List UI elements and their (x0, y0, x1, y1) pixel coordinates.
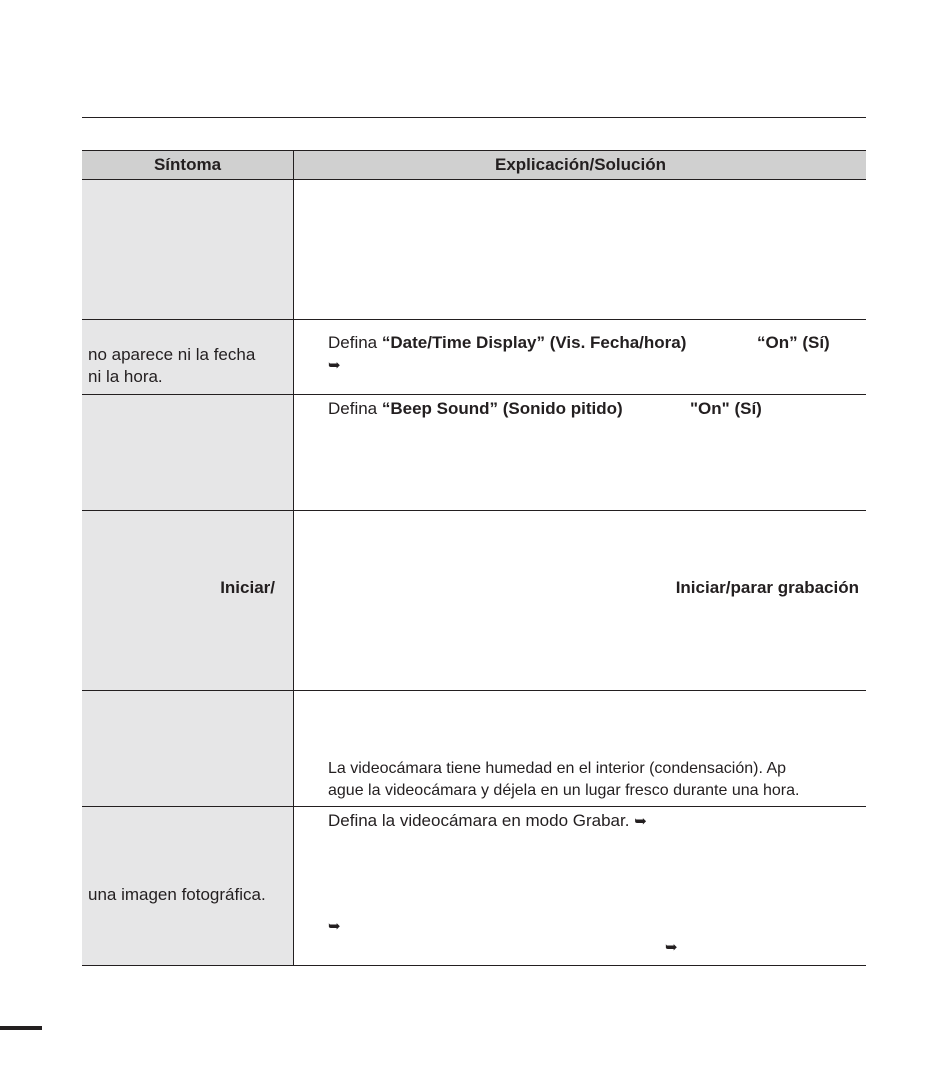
header-symptom: Síntoma (153, 155, 222, 174)
table-row (82, 807, 866, 966)
symptom-cell (82, 320, 293, 394)
page-number-tab (0, 1026, 42, 1030)
explanation-line (328, 332, 686, 354)
table-row (82, 180, 866, 320)
explanation-text: Defina la videocámara en modo Grabar. (328, 811, 630, 830)
symptom-text: no aparece ni la fecha (88, 345, 256, 364)
explanation-text: Defina (328, 333, 378, 352)
header-rule (82, 117, 866, 118)
header-explanation: Explicación/Solución (293, 151, 867, 179)
table-row (82, 395, 866, 511)
page-reference-icon: ➥ (665, 939, 678, 956)
symptom-text: una imagen fotográfica. (88, 885, 266, 904)
setting-value: "On" (Sí) (690, 399, 762, 418)
table-row (82, 511, 866, 691)
explanation-text: Defina (328, 399, 378, 418)
explanation-cell (293, 395, 867, 510)
table-row (82, 691, 866, 807)
menu-item-label: “Date/Time Display” (Vis. Fecha/hora) (381, 333, 687, 352)
symptom-cell (82, 180, 293, 319)
table-row (82, 320, 866, 395)
setting-value: “On” (Sí) (757, 333, 830, 352)
symptom-cell (82, 807, 293, 965)
explanation-text: ague la videocámara y déjela en un lugar fresco durante una hora. (328, 782, 800, 799)
explanation-cell (293, 691, 867, 806)
menu-item-label: “Beep Sound” (Sonido pitido) (381, 399, 623, 418)
button-name: Iniciar/ (220, 578, 275, 597)
button-name: Iniciar/parar grabación (675, 578, 859, 597)
page-reference-icon: ➥ (328, 357, 341, 374)
explanation-cell (293, 807, 867, 965)
explanation-text: La videocámara tiene humedad en el interior (condensación). Ap (328, 760, 787, 777)
explanation-line (328, 398, 623, 420)
explanation-cell (293, 320, 867, 394)
explanation-line (328, 810, 647, 833)
symptom-cell (82, 691, 293, 806)
explanation-cell (293, 180, 867, 319)
symptom-cell (82, 511, 293, 690)
symptom-text: ni la hora. (88, 367, 163, 386)
table-header (82, 150, 866, 180)
page-reference-icon: ➥ (634, 813, 647, 830)
symptom-cell (82, 395, 293, 510)
page-reference-icon: ➥ (328, 918, 341, 935)
explanation-cell (293, 511, 867, 690)
